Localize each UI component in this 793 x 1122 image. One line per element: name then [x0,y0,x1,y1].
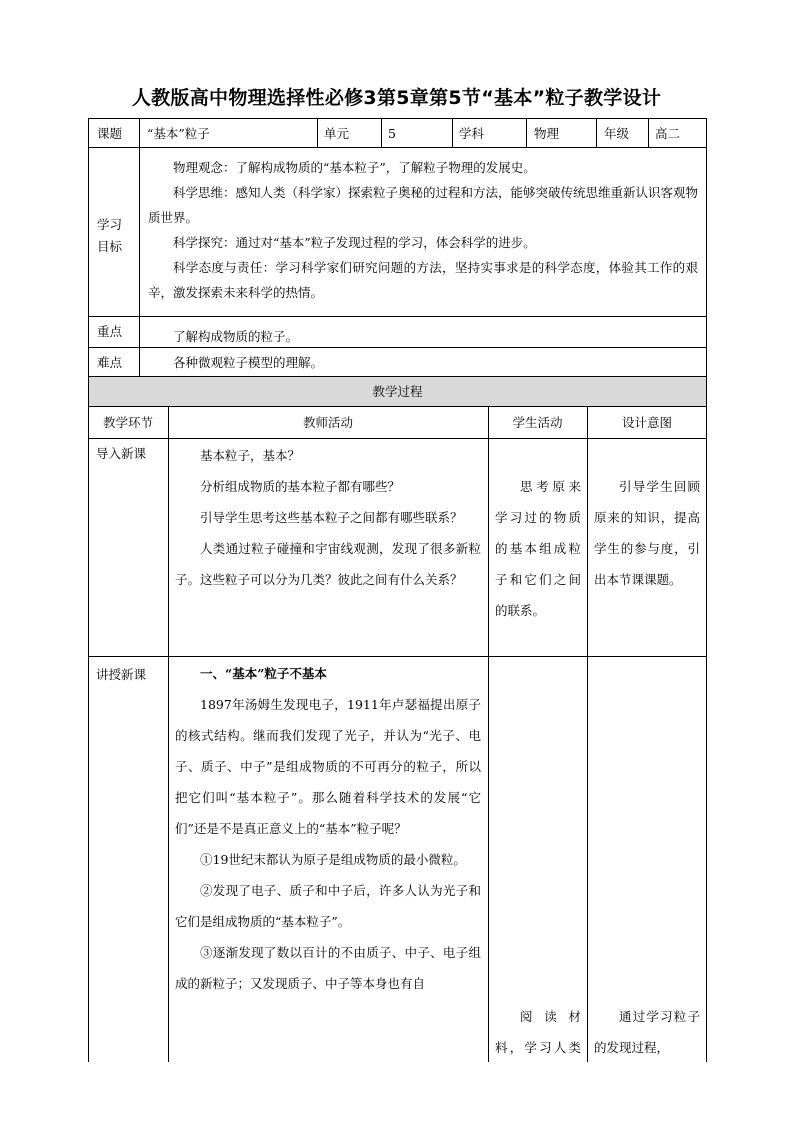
difficulty-label: 难点 [97,355,123,370]
section-heading: 一、“基本”粒子不基本 [200,666,327,681]
difficulty-value: 各种微观粒子模型的理解。 [173,355,324,370]
topic-label: 课题 [97,126,123,141]
subject-value: 物理 [534,126,560,141]
teacher-activity: 一、“基本”粒子不基本 1897年汤姆生发现电子，1911年卢瑟福提出原子的核式结构。继而我们发现了光子，并认为“光子、电子、质子、中子”是组成物质的不可再分的粒子，所以把它们叫“基本粒子”。那么随着科学技术的发展“它们”还是不是真正意义上的“基本”粒子呢？ ①19世纪末都认为原子是组成物质的最小微粒。 ②发现了电子、质子和中子后，许多人认为光子和它们是组成物质的“基本粒子”。 ③逐渐发现了数以百计的不由质子、中子、电子组成的新粒子；又发现质子、中子等本身也有自 [175,658,481,1062]
page-title: 人教版高中物理选择性必修3第5章第5节“基本”粒子教学设计 [131,87,662,109]
grade-label: 年级 [604,126,630,141]
stage-label: 讲授新课 [96,667,147,682]
student-activity: 阅读材料，学习人类 [495,1009,581,1055]
col-header-stage: 教学环节 [102,415,153,430]
col-header-student: 学生活动 [512,415,563,430]
key-point-value: 了解构成物质的粒子。 [173,329,299,344]
col-header-teacher: 教师活动 [302,415,353,430]
learning-goals [148,155,698,305]
teacher-activity: 基本粒子，基本？ 分析组成物质的基本粒子都有哪些？ 引导学生思考这些基本粒子之间都有哪些联系？ 人类通过粒子碰撞和宇宙线观测，发现了很多新粒子。这些粒子可以分为几类？彼此之间有什么关系？ [175,448,481,587]
design-intent: 通过学习粒子的发现过程， [594,1009,700,1055]
goal-item: 科学探究：通过对“基本”粒子发现过程的学习，体会科学的进步。 [173,235,536,250]
col-header-intent: 设计意图 [621,415,672,430]
subject-label: 学科 [459,126,485,141]
grade-value: 高二 [655,126,681,141]
stage-label: 导入新课 [96,446,147,461]
unit-value: 5 [388,126,396,141]
goal-item: 科学态度与责任：学习科学家们研究问题的方法，坚持实事求是的科学态度，体验其工作的艰辛，激发探索未来科学的热情。 [148,260,698,300]
design-intent: 引导学生回顾原来的知识，提高学生的参与度，引出本节课课题。 [594,479,700,587]
process-heading: 教学过程 [372,384,423,399]
goal-item: 科学思维：感知人类（科学家）探索粒子奥秘的过程和方法，能够突破传统思维重新认识客观物质世界。 [148,185,699,225]
goal-item: 物理观念：了解构成物质的“基本粒子”，了解粒子物理的发展史。 [173,160,536,175]
student-activity: 思考原来学习过的物质的基本组成粒子和它们之间的联系。 [495,479,581,618]
topic-value: “基本”粒子 [147,126,210,141]
unit-label: 单元 [324,126,350,141]
goals-label: 学习 目标 [97,217,123,254]
key-point-label: 重点 [97,324,123,339]
